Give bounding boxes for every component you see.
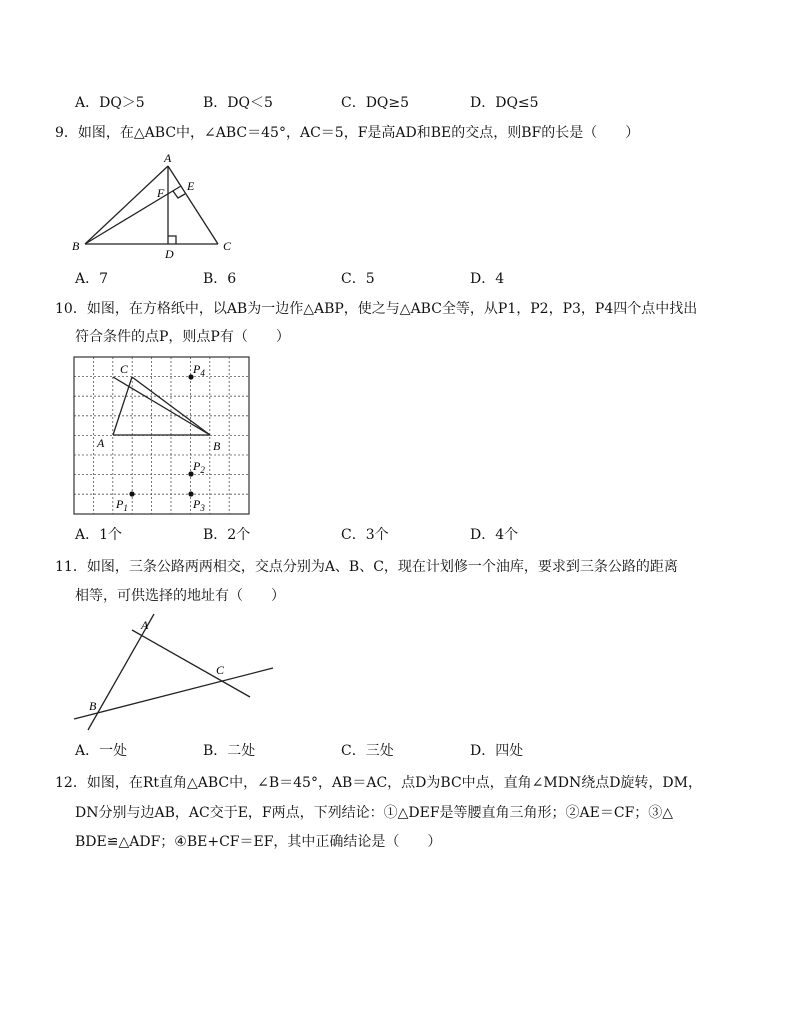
label-p3: $P_3$ [193,497,205,513]
label-b: B [213,439,221,453]
q9-option-a: A．7 [75,271,109,287]
q11-stem-line2: 相等，可供选择的地址有（ ） [75,588,285,604]
edge-ab [85,166,168,244]
label-p1: $P_1$ [116,497,128,513]
q10-option-d: D．4个 [470,527,519,543]
label-p4: $P_4$ [193,362,205,378]
point-p3 [188,491,193,496]
q9-triangle-figure [70,150,240,262]
q12-stem-line2: DN分别与边AB，AC交于E，F两点，下列结论：①△DEF是等腰直角三角形；②AE＝CF；③△ [75,805,674,821]
label-c: C [120,362,129,376]
label-b: B [72,239,80,253]
q10-option-b: B．2个 [203,527,251,543]
edge-ac [168,166,218,244]
q9-option-c: C．5 [341,271,375,287]
label-c: C [223,239,232,253]
label-d: D [165,247,174,261]
q11-option-d: D．四处 [470,743,524,759]
q12-stem-line3: BDE≌△ADF；④BE+CF＝EF，其中正确结论是（ ） [75,834,442,850]
altitude-be [85,186,181,244]
q11-stem-line1: 11．如图，三条公路两两相交，交点分别为A、B、C，现在计划修一个油库，要求到三条公路的距离 [55,559,678,575]
q8-option-b: B．DQ＜5 [203,95,273,111]
q10-stem-line1: 10．如图，在方格纸中，以AB为一边作△ABP，使之与△ABC全等，从P1，P2，P3，P4四个点中找出 [55,301,698,317]
right-angle-e [173,191,185,198]
label-p2: $P_2$ [193,459,205,475]
edge-cb [113,377,210,435]
road-ac [132,630,250,697]
label-a: A [141,618,149,632]
q11-option-b: B．二处 [203,743,256,759]
q10-stem-line2: 符合条件的点P，则点P有（ ） [75,329,290,345]
right-angle-d [168,236,176,244]
q10-option-c: C．3个 [341,527,389,543]
q8-option-c: C．DQ≥5 [341,95,410,111]
q8-option-d: D．DQ≤5 [470,95,539,111]
edge-ac [113,377,132,435]
q9-option-b: B．6 [203,271,237,287]
q9-stem: 9．如图，在△ABC中，∠ABC＝45°，AC＝5，F是高AD和BE的交点，则BF的长是（ ） [55,125,640,141]
q11-option-a: A．一处 [75,743,128,759]
label-c: C [216,663,225,677]
label-e: E [187,179,195,193]
q9-option-d: D．4 [470,271,505,287]
q11-option-c: C．三处 [341,743,394,759]
label-a: A [164,151,172,165]
q12-stem-line1: 12．如图，在Rt直角△ABC中，∠B＝45°，AB＝AC，点D为BC中点，直角∠MDN绕点D旋转，DM， [55,775,702,791]
point-p1 [129,491,134,496]
q11-roads-figure [70,612,280,734]
q8-option-a: A．DQ＞5 [75,95,145,111]
label-b: B [89,699,97,713]
q10-grid-figure [72,355,252,517]
label-f: F [157,186,165,200]
label-a: A [97,436,105,450]
q10-option-a: A．1个 [75,527,123,543]
